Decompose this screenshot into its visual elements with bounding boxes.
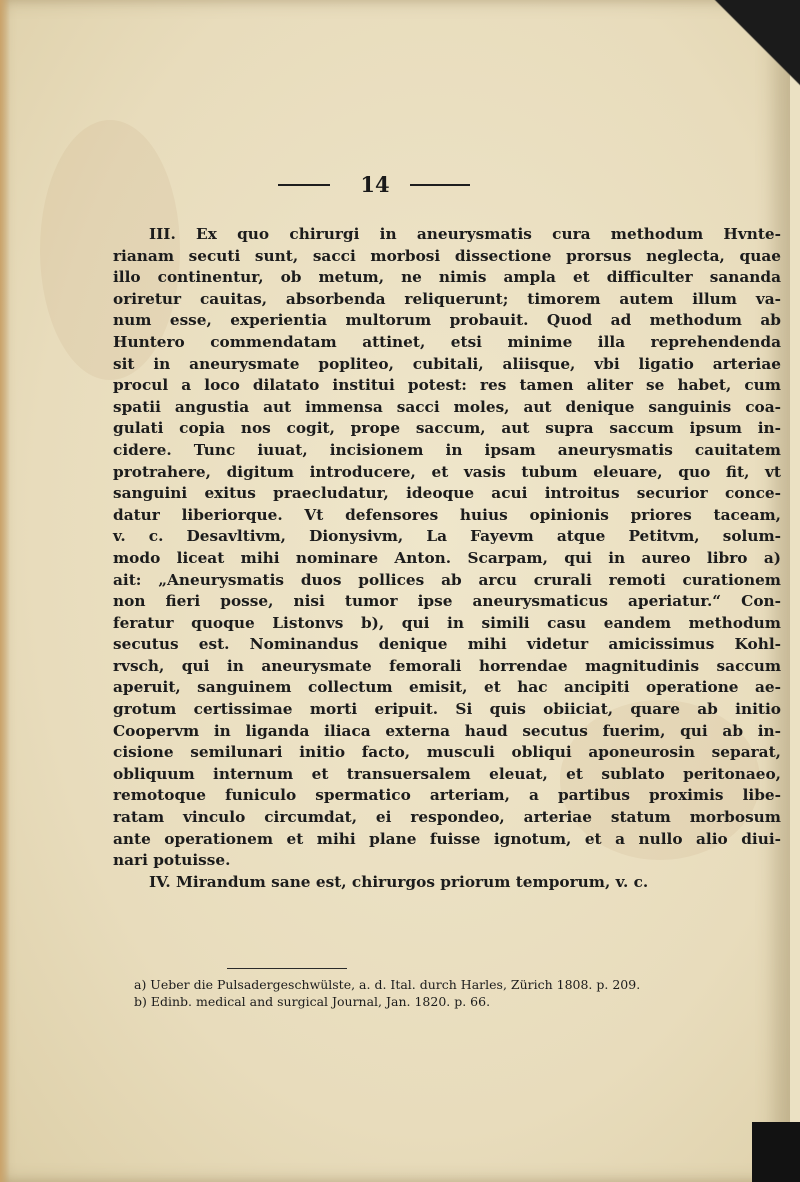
- text-line: num esse, experientia multorum probauit. Quod ad methodum ab: [113, 311, 781, 330]
- main-text: [113, 224, 781, 893]
- scan-background-corner: [680, 0, 800, 90]
- header-rule-left: [278, 184, 330, 186]
- text-line: cidere. Tunc iuuat, incisionem in ipsam aneurysmatis cauitatem: [113, 440, 781, 459]
- text-line: secutus est. Nominandus denique mihi videtur amicissimus Kohl-: [113, 635, 781, 654]
- text-line: IV. Mirandum sane est, chirurgos priorum temporum, v. c.: [149, 872, 649, 891]
- text-line: non fieri posse, nisi tumor ipse aneurysmaticus aperiatur.“ Con-: [113, 592, 781, 611]
- text-line: sanguini exitus praecludatur, ideoque acui introitus securior conce-: [113, 484, 781, 503]
- text-line: grotum certissimae morti eripuit. Si quis obiiciat, quare ab initio: [113, 700, 781, 719]
- text-line: cisione semilunari initio facto, musculi obliqui aponeurosin separat,: [113, 743, 781, 762]
- text-line: aperuit, sanguinem collectum emisit, et hac ancipiti operatione ae-: [113, 678, 781, 697]
- footnote-a: a) Ueber die Pulsadergeschwülste, a. d. Ital. durch Harles, Zürich 1808. p. 209.: [134, 977, 641, 992]
- header-rule-right: [410, 184, 470, 186]
- footnote-b: b) Edinb. medical and surgical Journal, Jan. 1820. p. 66.: [134, 994, 491, 1009]
- footnote-rule: [227, 968, 347, 969]
- page-header: [0, 172, 790, 202]
- text-line: spatii angustia aut immensa sacci moles, aut denique sanguinis coa-: [113, 397, 781, 416]
- footnotes: [134, 976, 774, 1010]
- text-line: protrahere, digitum introducere, et vasis tubum eleuare, quo fit, vt: [113, 462, 781, 481]
- text-line: ante operationem et mihi plane fuisse ignotum, et a nullo alio diui-: [113, 829, 781, 848]
- text-line: rvsch, qui in aneurysmate femorali horrendae magnitudinis saccum: [113, 656, 781, 675]
- text-line: illo continentur, ob metum, ne nimis ampla et difficulter sananda: [113, 268, 781, 287]
- text-line: datur liberiorque. Vt defensores huius opinionis priores taceam,: [113, 505, 781, 524]
- text-line: nari potuisse.: [113, 851, 231, 870]
- scan-background-corner: [752, 1122, 800, 1182]
- text-line: sit in aneurysmate popliteo, cubitali, aliisque, vbi ligatio arteriae: [113, 354, 781, 373]
- text-line: ait: „Aneurysmatis duos pollices ab arcu crurali remoti curationem: [113, 570, 781, 589]
- text-line: obliquum internum et transuersalem eleuat, et sublato peritonaeo,: [113, 764, 781, 783]
- text-line: modo liceat mihi nominare Anton. Scarpam, qui in aureo libro a): [113, 548, 781, 567]
- text-line: ratam vinculo circumdat, ei respondeo, arteriae statum morbosum: [113, 808, 781, 827]
- text-line: III. Ex quo chirurgi in aneurysmatis cura methodum Hvnte-: [149, 225, 781, 243]
- page-number: 14: [360, 172, 390, 197]
- text-line: gulati copia nos cogit, prope saccum, aut supra saccum ipsum in-: [113, 419, 781, 438]
- text-line: rianam secuti sunt, sacci morbosi dissectione prorsus neglecta, quae: [113, 246, 781, 265]
- text-line: feratur quoque Listonvs b), qui in simili casu eandem methodum: [113, 613, 781, 632]
- text-line: Huntero commendatam attinet, etsi minime illa reprehendenda: [113, 332, 781, 351]
- text-line: oriretur cauitas, absorbenda reliquerunt; timorem autem illum va-: [113, 289, 781, 308]
- text-line: procul a loco dilatato institui potest: res tamen aliter se habet, cum: [113, 376, 781, 395]
- text-line: remotoque funiculo spermatico arteriam, a partibus proximis libe-: [113, 786, 781, 805]
- text-line: Coopervm in liganda iliaca externa haud secutus fuerim, qui ab in-: [113, 721, 781, 740]
- text-line: v. c. Desavltivm, Dionysivm, La Fayevm atque Petitvm, solum-: [113, 527, 781, 546]
